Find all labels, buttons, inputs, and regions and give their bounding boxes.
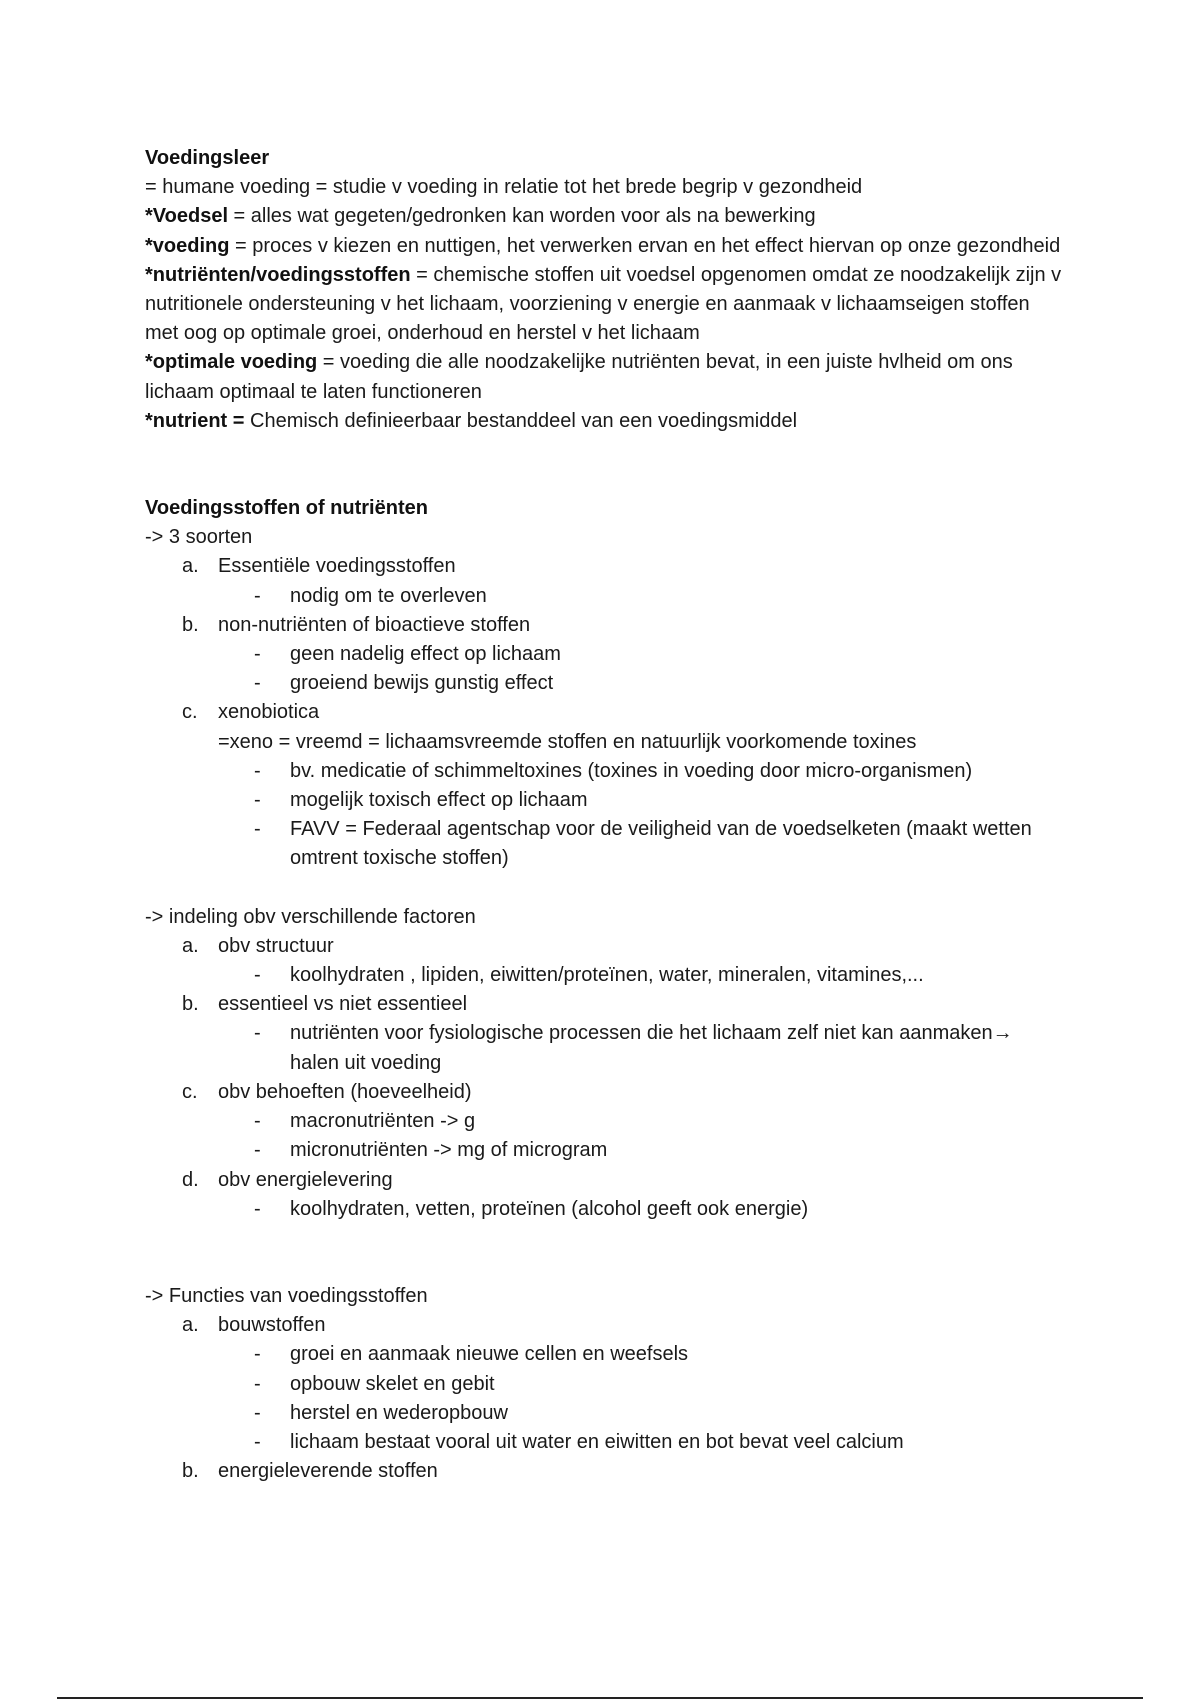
bullet-item [145,640,1065,669]
definition-term: *voeding [145,234,230,257]
bullet-text: opbouw skelet en gebit [290,1372,495,1395]
list-item [145,552,1065,581]
bullet-item [145,1340,1065,1369]
intro-line: = humane voeding = studie v voeding in relatie tot het brede begrip v gezondheid [145,176,863,199]
definition-term: *optimale voeding [145,351,318,374]
section-title-voedingsleer: Voedingsleer [145,147,270,169]
list-item [145,990,1065,1019]
bullet-item [145,961,1065,990]
bullet-dash: - [254,818,261,841]
bullet-item [145,1107,1065,1136]
list-item-label: Essentiële voedingsstoffen [218,555,456,578]
list-item [145,1311,1065,1340]
definition-optimale-voeding: *optimale voeding = voeding die alle noodzakelijke nutriënten bevat, in een juiste hvlheid om ons lichaam optimaal te laten functioneren [145,351,1013,403]
bullet-item [145,1428,1065,1457]
bullet-dash: - [254,1343,261,1366]
bullet-item [145,1136,1065,1165]
functies-list [145,1311,1065,1486]
bullet-text: mogelijk toxisch effect op lichaam [290,789,588,812]
list-marker: a. [182,1314,199,1337]
bullet-item [145,1370,1065,1399]
bullet-dash: - [254,584,261,607]
list-item-label: essentieel vs niet essentieel [218,993,468,1016]
definition-voedsel: *Voedsel = alles wat gegeten/gedronken kan worden voor als na bewerking [145,205,816,228]
bullet-text: nutriënten voor fysiologische processen die het lichaam zelf niet kan aanmaken→ halen uit voeding [290,1022,1013,1074]
definition-nutrient: *nutrient = Chemisch definieerbaar bestanddeel van een voedingsmiddel [145,409,798,432]
definition-term: *Voedsel [145,205,228,228]
list-marker: b. [182,1460,199,1483]
bullet-dash: - [254,672,261,695]
bullet-dash: - [254,1401,261,1424]
bullet-dash: - [254,643,261,666]
bullet-dash: - [254,1372,261,1395]
soorten-list [145,552,1065,873]
bullet-dash: - [254,1430,261,1453]
list-marker: c. [182,1080,198,1103]
list-marker: b. [182,613,199,636]
definition-nutrienten: *nutriënten/voedingsstoffen = chemische stoffen uit voedsel opgenomen omdat ze noodzakelijk zijn v nutritionele ondersteuning v het lichaam, voorziening v energie en aanmaak v lichaamseigen stoffen met oog op optimale groei, onderhoud en herstel v het lichaam [145,263,1062,345]
functies-label: -> Functies van voedingsstoffen [145,1284,428,1307]
bullet-dash: - [254,1197,261,1220]
bullet-item [145,786,1065,815]
definition-term: *nutriënten/voedingsstoffen [145,263,411,286]
list-marker: c. [182,701,198,724]
list-item-label: obv structuur [218,934,334,957]
section-title-voedingsstoffen: Voedingsstoffen of nutriënten [145,497,428,520]
indeling-label: -> indeling obv verschillende factoren [145,905,476,928]
list-item-note: =xeno = vreemd = lichaamsvreemde stoffen en natuurlijk voorkomende toxines [218,730,917,753]
bullet-dash: - [254,1110,261,1133]
definition-term: *nutrient = [145,409,245,432]
bullet-text: geen nadelig effect op lichaam [290,643,561,666]
bullet-item [145,582,1065,611]
list-marker: a. [182,934,199,957]
bullet-item [145,669,1065,698]
bullet-text: FAVV = Federaal agentschap voor de veiligheid van de voedselketen (maakt wetten omtrent toxische stoffen) [290,818,1032,870]
soorten-label: -> 3 soorten [145,526,253,549]
bullet-text: nodig om te overleven [290,584,487,607]
bullet-item [145,757,1065,786]
list-item [145,611,1065,640]
bullet-text: koolhydraten , lipiden, eiwitten/proteïnen, water, mineralen, vitamines,... [290,964,924,987]
bullet-dash: - [254,789,261,812]
list-item-label: non-nutriënten of bioactieve stoffen [218,613,531,636]
bullet-dash: - [254,964,261,987]
bullet-text: koolhydraten, vetten, proteïnen (alcohol geeft ook energie) [290,1197,809,1220]
bullet-text: macronutriënten -> g [290,1110,476,1133]
list-item [145,1166,1065,1195]
bullet-text: groei en aanmaak nieuwe cellen en weefsels [290,1343,689,1366]
list-item [145,932,1065,961]
list-item-label: xenobiotica [218,701,320,724]
indeling-list [145,932,1065,1224]
bullet-item [145,1399,1065,1428]
bullet-dash: - [254,1022,261,1045]
list-marker: a. [182,555,199,578]
definition-voeding: *voeding = proces v kiezen en nuttigen, het verwerken ervan en het effect hiervan op onze gezondheid [145,234,1061,257]
bullet-text: lichaam bestaat vooral uit water en eiwitten en bot bevat veel calcium [290,1430,904,1453]
list-item-label: bouwstoffen [218,1314,326,1337]
list-marker: b. [182,993,199,1016]
document-page [145,144,1065,1486]
list-item-label: obv energielevering [218,1168,393,1191]
bullet-text: herstel en wederopbouw [290,1401,508,1424]
list-marker: d. [182,1168,199,1191]
bullet-text: groeiend bewijs gunstig effect [290,672,554,695]
bullet-text: micronutriënten -> mg of microgram [290,1139,608,1162]
list-item-label: energieleverende stoffen [218,1460,438,1483]
bullet-item [145,815,1065,873]
list-item-label: obv behoeften (hoeveelheid) [218,1080,472,1103]
bullet-text: bv. medicatie of schimmeltoxines (toxines in voeding door micro-organismen) [290,759,973,782]
bullet-dash: - [254,759,261,782]
bullet-item [145,1195,1065,1224]
list-item [145,698,1065,727]
list-item [145,1457,1065,1486]
bullet-item [145,1019,1065,1077]
list-item [145,1078,1065,1107]
bullet-dash: - [254,1139,261,1162]
page-bottom-rule [57,1697,1143,1699]
